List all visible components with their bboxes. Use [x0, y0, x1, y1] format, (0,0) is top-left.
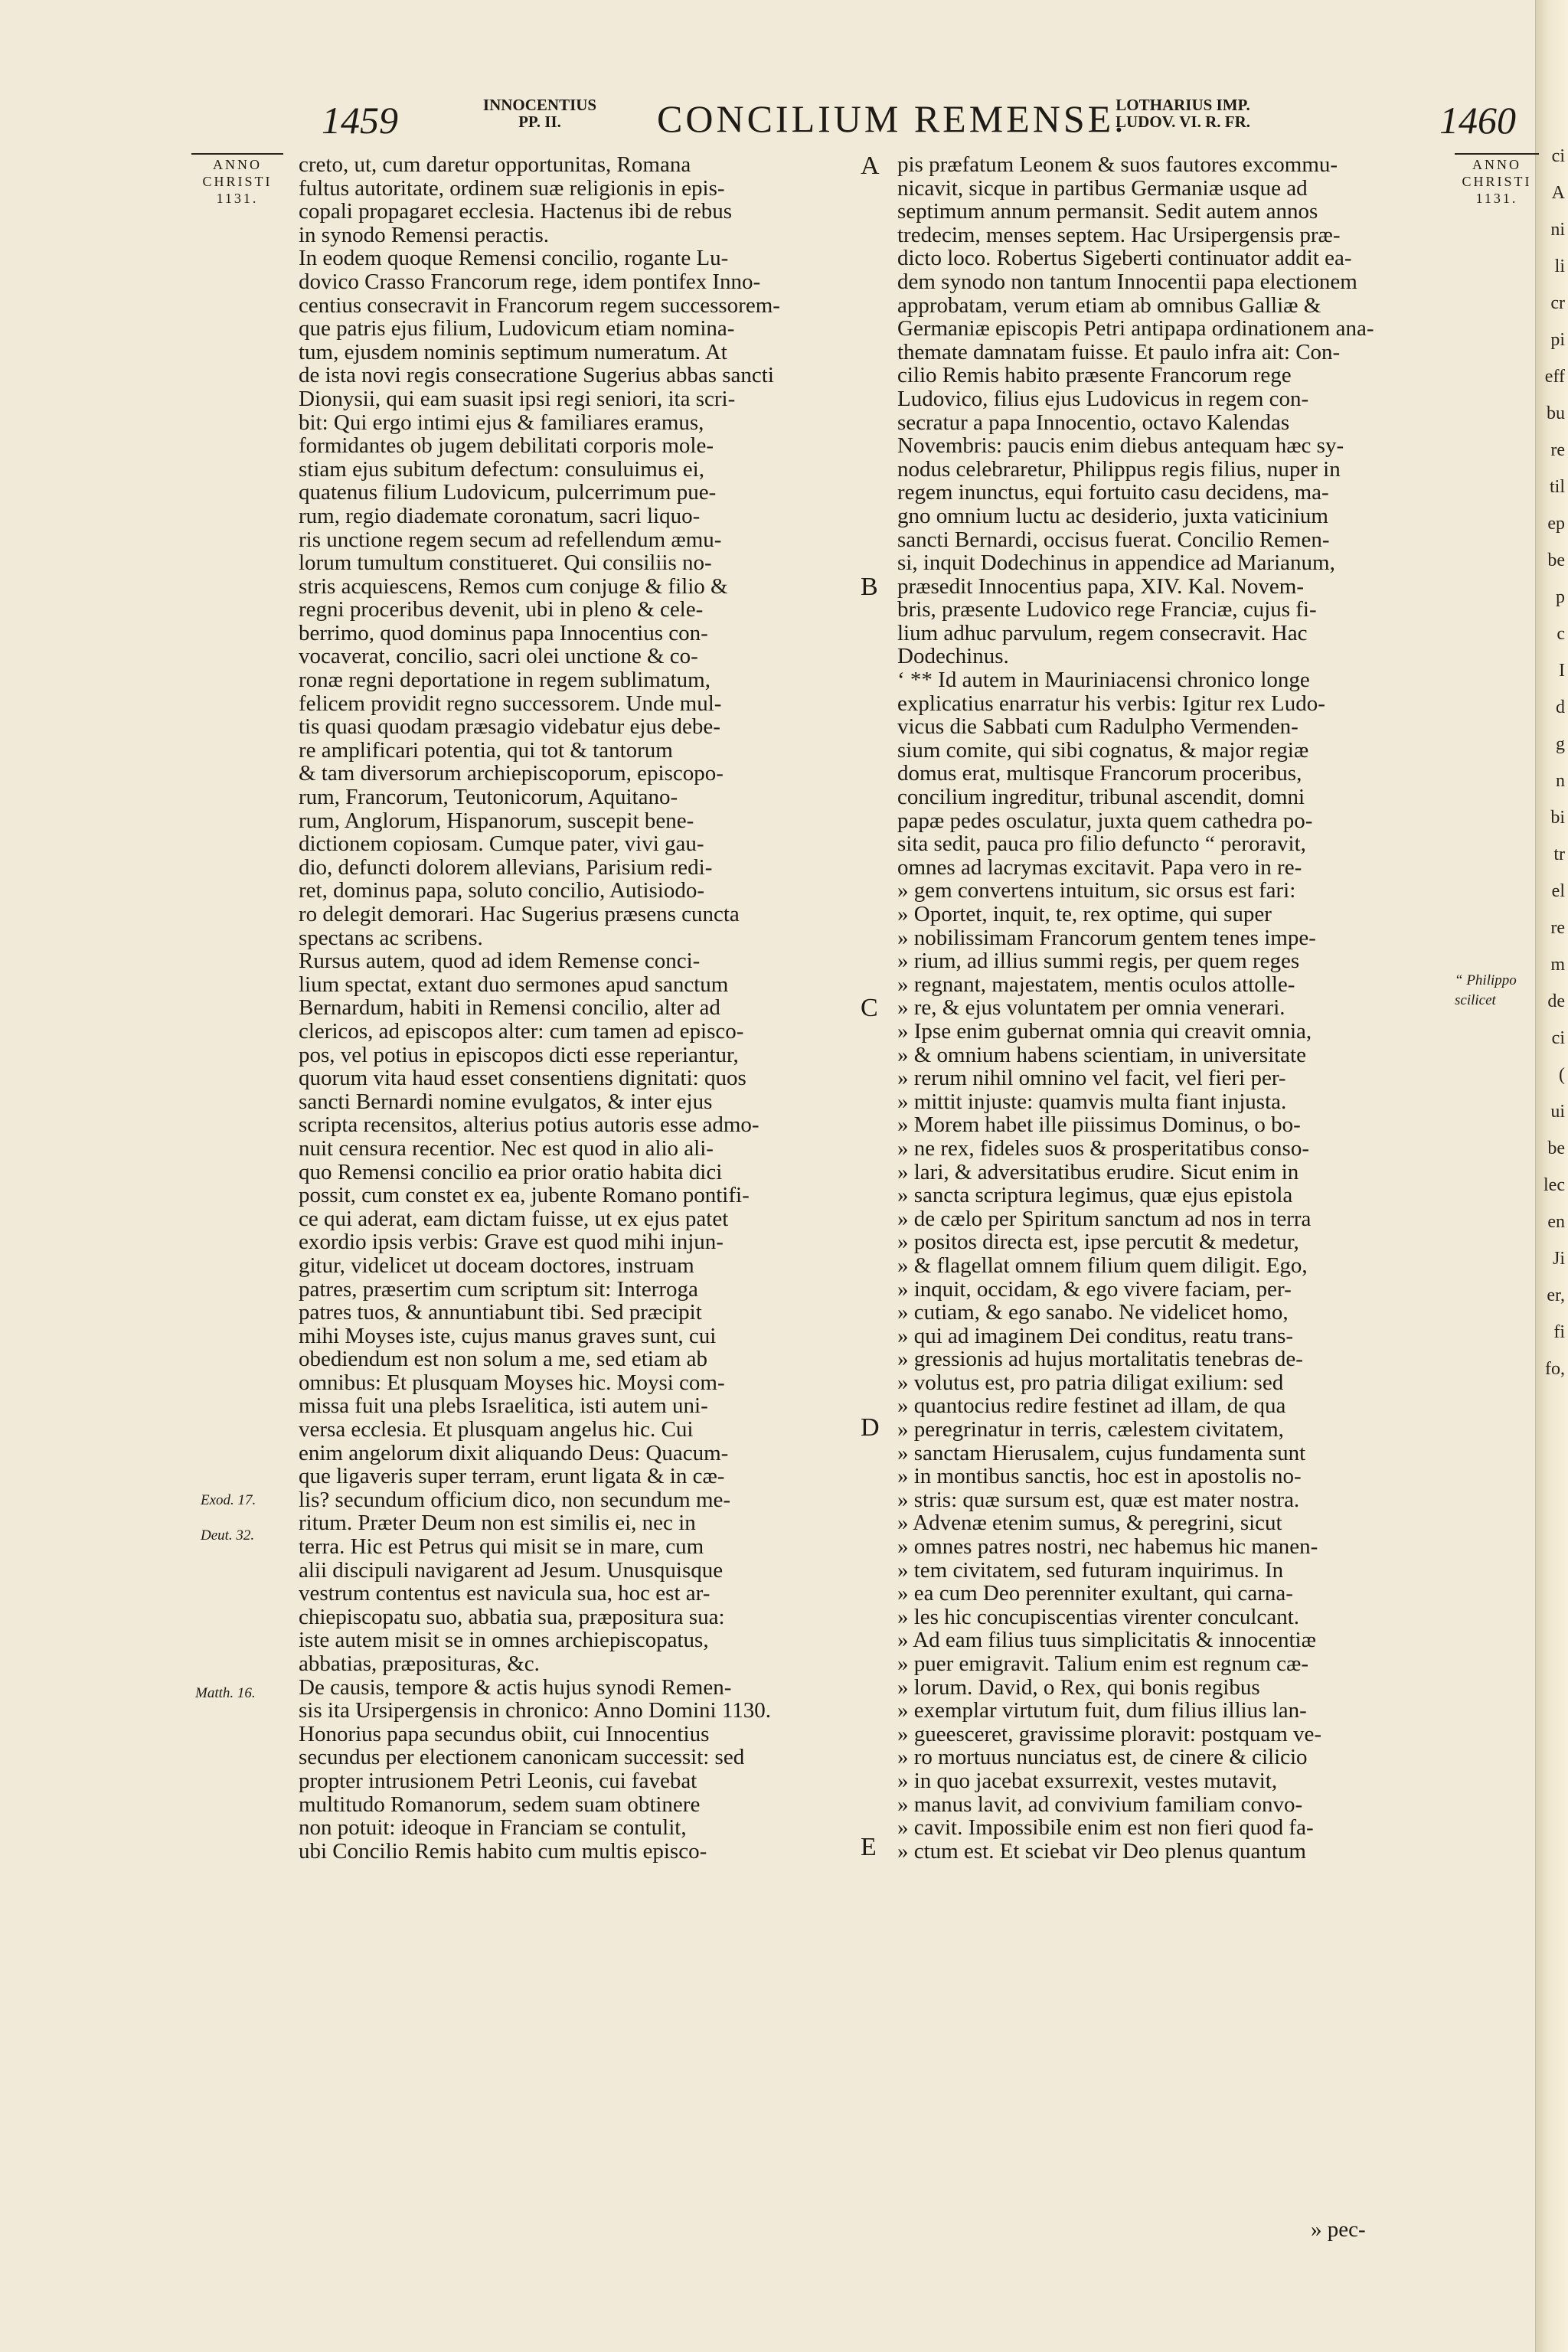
text-line: lium adhuc parvulum, regem consecravit. Hac — [897, 621, 1308, 645]
text-line: rum, Anglorum, Hispanorum, suscepit bene- — [299, 808, 694, 833]
text-line: que patris ejus filium, Ludovicum etiam nomina- — [299, 317, 735, 341]
text-line: centius consecravit in Francorum regem successorem- — [299, 293, 780, 318]
text-line: exordio ipsis verbis: Grave est quod mihi injun- — [299, 1230, 724, 1254]
catchword: » pec- — [1311, 2217, 1366, 2242]
text-line: lis? secundum officium dico, non secundum me- — [299, 1488, 731, 1512]
edge-fragment: fo, — [1545, 1359, 1565, 1379]
text-line: que ligaveris super terram, erunt ligata & in cæ- — [299, 1465, 725, 1488]
page-header — [0, 90, 1568, 152]
christi-label: CHRISTI — [202, 174, 273, 189]
edge-fragment: ci — [1551, 146, 1565, 166]
next-page-edge-text — [1537, 138, 1568, 2282]
edge-fragment: pi — [1550, 330, 1565, 350]
edge-fragment: er, — [1547, 1285, 1565, 1305]
text-line: » exemplar virtutum fuit, dum filius illius lan- — [897, 1699, 1307, 1723]
running-head-right — [1102, 96, 1263, 130]
edge-fragment: ci — [1551, 1028, 1565, 1048]
text-line: secratur a papa Innocentio, octavo Kalendas — [897, 410, 1290, 435]
text-line: ‘ ** Id autem in Mauriniacensi chronico longe — [897, 668, 1310, 692]
edge-fragment: bu — [1547, 403, 1565, 423]
page-number-right: 1460 — [1439, 99, 1516, 142]
text-line: regni proceribus devenit, ubi in pleno & cele- — [299, 598, 704, 622]
right-column — [897, 153, 1453, 1863]
text-line: » cavit. Impossibile enim est non fieri quod fa- — [897, 1816, 1314, 1840]
text-line: nicavit, sicque in partibus Germaniæ usque ad — [897, 176, 1308, 201]
text-line: in synodo Remensi peractis. — [299, 223, 550, 247]
margin-ref-matthew: Matth. 16. — [195, 1685, 256, 1701]
text-line: tredecim, menses septem. Hac Ursipergensis præ- — [897, 223, 1341, 247]
edge-fragment: li — [1554, 256, 1565, 276]
text-line: Rursus autem, quod ad idem Remense conci- — [299, 949, 701, 973]
text-line: ris unctione regem secum ad refellendum æmu- — [299, 528, 722, 552]
text-line: » Oportet, inquit, te, rex optime, qui super — [897, 903, 1272, 926]
text-line: ubi Concilio Remis habito cum multis episco- — [299, 1839, 707, 1864]
text-line: lium spectat, extant duo sermones apud sanctum — [299, 972, 729, 997]
text-line: vestrum contentus est navicula sua, hoc est ar- — [299, 1582, 710, 1606]
edge-fragment: I — [1559, 661, 1565, 681]
running-head-left-top: INNOCENTIUS — [482, 96, 597, 114]
text-line: & tam diversorum archiepiscoporum, episcopo- — [299, 762, 724, 786]
text-line: » volutus est, pro patria diligat exilium: sed — [897, 1370, 1284, 1395]
text-line: felicem providit regno successorem. Unde mul- — [299, 691, 722, 716]
edge-fragment: n — [1556, 771, 1565, 791]
margin-note-philippo — [1455, 971, 1517, 1011]
text-line: » rerum nihil omnino vel facit, vel fieri per- — [897, 1067, 1286, 1090]
text-line: papæ pedes osculatur, juxta quem cathedra po- — [897, 808, 1313, 833]
text-line: » qui ad imaginem Dei conditus, reatu trans- — [897, 1324, 1294, 1348]
text-line: formidantes ob jugem debilitati corporis mole- — [299, 434, 714, 458]
text-line: scripta recensitos, alterius potius autoris esse admo- — [299, 1113, 760, 1137]
text-line: bit: Qui ergo intimi ejus & familiares eramus, — [299, 410, 704, 435]
edge-fragment: lec — [1544, 1175, 1565, 1195]
text-line: ce qui aderat, eam dictam fuisse, ut ex ejus patet — [299, 1207, 729, 1231]
edge-fragment: c — [1557, 624, 1565, 644]
text-line: » de cælo per Spiritum sanctum ad nos in terra — [897, 1207, 1312, 1231]
text-line: » re, & ejus voluntatem per omnia venerari. — [897, 996, 1285, 1020]
text-line: obediendum est non solum a me, sed etiam ab — [299, 1348, 707, 1371]
edge-fragment: be — [1547, 550, 1565, 570]
text-line: vicus die Sabbati cum Radulpho Vermenden- — [897, 715, 1298, 739]
text-line: quorum vita haud esset consentiens dignitati: quos — [299, 1067, 746, 1090]
text-line: sancti Bernardi nomine evulgatos, & inter ejus — [299, 1089, 713, 1114]
anno-label: ANNO — [213, 157, 262, 172]
text-line: » & omnium habens scientiam, in universitate — [897, 1043, 1306, 1067]
anno-rule — [191, 153, 283, 155]
text-line: iste autem misit se in omnes archiepiscopatus, — [299, 1628, 709, 1652]
text-line: » ctum est. Et sciebat vir Deo plenus quantum — [897, 1839, 1306, 1864]
text-line: De causis, tempore & actis hujus synodi Remen- — [299, 1675, 732, 1700]
edge-fragment: be — [1547, 1138, 1565, 1158]
left-column — [299, 153, 850, 1863]
text-line: Ludovico, filius ejus Ludovicus in regem con- — [897, 387, 1309, 411]
text-line: » tem civitatem, sed futuram inquirimus. In — [897, 1558, 1284, 1583]
running-head-left-bottom: PP. II. — [518, 113, 561, 131]
text-line: Dodechinus. — [897, 645, 1009, 669]
text-line: dio, defuncti dolorem allevians, Parisium redi- — [299, 855, 713, 880]
text-line: » manus lavit, ad convivium familiam convo- — [897, 1792, 1303, 1817]
text-line: » ea cum Deo perenniter exultant, qui carna- — [897, 1582, 1293, 1606]
text-line: » Ad eam filius tuus simplicitatis & innocentiæ — [897, 1628, 1316, 1652]
text-line: Dionysii, qui eam suasit ipsi regi seniori, ita scri- — [299, 387, 736, 411]
text-line: enim angelorum dixit aliquando Deus: Quacum- — [299, 1441, 729, 1465]
page-number-left: 1459 — [322, 99, 398, 142]
text-line: » sanctam Hierusalem, cujus fundamenta sunt — [897, 1441, 1306, 1465]
text-line: dem synodo non tantum Innocentii papa electionem — [897, 270, 1357, 294]
text-line: » omnes patres nostri, nec habemus hic manen- — [897, 1535, 1318, 1559]
text-line: » sancta scriptura legimus, quæ ejus epistola — [897, 1184, 1293, 1207]
edge-fragment: re — [1550, 440, 1565, 460]
text-line: approbatam, verum etiam ab omnibus Galliæ & — [897, 293, 1321, 318]
text-line: » in montibus sanctis, hoc est in apostolis no- — [897, 1465, 1302, 1488]
text-line: » cutiam, & ego sanabo. Ne videlicet homo, — [897, 1301, 1289, 1325]
text-line: » Morem habet ille piissimus Dominus, o bo- — [897, 1113, 1301, 1137]
edge-fragment: el — [1551, 881, 1565, 901]
text-line: rum, Francorum, Teutonicorum, Aquitano- — [299, 786, 678, 809]
edge-fragment: cr — [1550, 293, 1565, 313]
text-line: pis præfatum Leonem & suos fautores excommu- — [897, 153, 1338, 177]
text-line: » nobilissimam Francorum gentem tenes impe- — [897, 926, 1316, 950]
text-line: » ne rex, fideles suos & prosperitatibus conso- — [897, 1136, 1310, 1161]
text-line: » Ipse enim gubernat omnia qui creavit omnia, — [897, 1019, 1312, 1044]
text-line: possit, cum constet ex ea, jubente Romano pontifi- — [299, 1184, 750, 1207]
text-line: » positos directa est, ipse percutit & medetur, — [897, 1230, 1299, 1254]
text-line: sancti Bernardi, occisus fuerat. Concilio Remen- — [897, 528, 1330, 552]
running-head-left — [479, 96, 601, 130]
text-line: terra. Hic est Petrus qui misit se in mare, cum — [299, 1535, 704, 1559]
text-line: septimum annum permansit. Sedit autem annos — [897, 200, 1318, 224]
edge-fragment: A — [1551, 183, 1565, 203]
text-line: fultus autoritate, ordinem suæ religionis in epis- — [299, 176, 725, 201]
text-line: gitur, videlicet ut doceam doctores, instruam — [299, 1253, 694, 1278]
anno-label: ANNO — [1472, 157, 1521, 172]
edge-fragment: d — [1556, 697, 1565, 717]
text-line: » lari, & adversitatibus erudire. Sicut enim in — [897, 1160, 1299, 1184]
anno-christi-right — [1455, 153, 1539, 207]
text-line: » inquit, occidam, & ego vivere faciam, per- — [897, 1277, 1292, 1302]
text-line: In eodem quoque Remensi concilio, rogante Lu- — [299, 247, 729, 270]
text-line: re amplificari potentia, qui tot & tantorum — [299, 738, 673, 763]
text-line: sium comite, qui sibi cognatus, & major regiæ — [897, 738, 1309, 763]
text-line: pos, vel potius in episcopos dicti esse reperiantur, — [299, 1043, 739, 1067]
margin-ref-exodus: Exod. 17. — [201, 1492, 256, 1508]
text-line: dovico Crasso Francorum rege, idem pontifex Inno- — [299, 270, 761, 294]
text-line: bris, præsente Ludovico rege Franciæ, cujus fi- — [897, 598, 1317, 622]
edge-fragment: g — [1556, 734, 1565, 754]
text-line: » gressionis ad hujus mortalitatis tenebras de- — [897, 1348, 1303, 1371]
text-line: themate damnatam fuisse. Et paulo infra ait: Con- — [897, 340, 1341, 364]
text-line: dictionem copiosam. Cumque pater, vivi gau- — [299, 832, 704, 856]
text-line: lorum tumultum constitueret. Qui consiliis no- — [299, 551, 712, 575]
text-line: mihi Moyses iste, cujus manus graves sunt, cui — [299, 1324, 717, 1348]
anno-christi-left — [191, 153, 283, 207]
text-line: quo Remensi concilio ea prior oratio habita dici — [299, 1160, 723, 1184]
edge-fragment: eff — [1544, 367, 1565, 387]
edge-fragment: ep — [1547, 514, 1565, 534]
text-line: nodus celebraretur, Philippus regis filius, nuper in — [897, 457, 1341, 482]
text-line: nuit censura recentior. Nec est quod in alio ali- — [299, 1136, 714, 1161]
text-line: » Advenæ etenim sumus, & peregrini, sicut — [897, 1511, 1282, 1536]
text-line: » mittit injuste: quamvis multa fiant injusta. — [897, 1089, 1287, 1114]
text-line: » ro mortuus nunciatus est, de cinere & cilicio — [897, 1746, 1308, 1769]
text-line: » les hic concupiscentias virenter conculcant. — [897, 1605, 1300, 1629]
section-letter-e: E — [861, 1833, 877, 1861]
text-line: propter intrusionem Petri Leonis, cui favebat — [299, 1769, 697, 1793]
edge-fragment: en — [1547, 1212, 1565, 1232]
running-head-right-bottom: LUDOV. VI. R. FR. — [1116, 113, 1250, 131]
text-line: Bernardum, habiti in Remensi concilio, alter ad — [299, 996, 720, 1020]
text-line: alii discipuli navigarent ad Jesum. Unusquisque — [299, 1558, 724, 1583]
text-line: præsedit Innocentius papa, XIV. Kal. Novem- — [897, 574, 1305, 599]
text-line: » regnant, majestatem, mentis oculos attolle- — [897, 972, 1295, 997]
text-line: de ista novi regis consecratione Sugerius abbas sancti — [299, 364, 774, 387]
text-line: copali propagaret ecclesia. Hactenus ibi de rebus — [299, 200, 733, 224]
text-line: explicatius enarratur his verbis: Igitur rex Ludo- — [897, 691, 1325, 716]
text-line: » gem convertens intuitum, sic orsus est fari: — [897, 879, 1296, 903]
text-line: ro delegit demorari. Hac Sugerius præsens cuncta — [299, 903, 740, 926]
text-line: omnibus: Et plusquam Moyses hic. Moysi com- — [299, 1370, 725, 1395]
text-line: quatenus filium Ludovicum, pulcerrimum pue- — [299, 481, 717, 505]
text-line: si, inquit Dodechinus in appendice ad Marianum, — [897, 551, 1335, 575]
text-line: patres, præsertim cum scriptum sit: Interroga — [299, 1277, 698, 1302]
text-line: tis quasi quodam præsagio videbatur ejus debe- — [299, 715, 720, 739]
edge-fragment: m — [1550, 955, 1565, 975]
edge-fragment: fi — [1553, 1322, 1565, 1342]
text-line: ret, dominus papa, soluto concilio, Autisiodo- — [299, 879, 705, 903]
text-line: spectans ac scribens. — [299, 926, 483, 950]
text-line: Germaniæ episcopis Petri antipapa ordinationem ana- — [897, 317, 1374, 341]
section-letter-d: D — [861, 1413, 880, 1442]
edge-fragment: de — [1547, 991, 1565, 1011]
margin-note-line: “ Philippo — [1455, 972, 1517, 988]
text-line: » peregrinatur in terris, cælestem civitatem, — [897, 1418, 1284, 1442]
text-line: domus erat, multisque Francorum proceribus, — [897, 762, 1302, 786]
text-line: versa ecclesia. Et plusquam angelus hic. Cui — [299, 1418, 694, 1442]
text-line: creto, ut, cum daretur opportunitas, Romana — [299, 153, 691, 177]
anno-rule — [1455, 153, 1539, 155]
margin-ref-deuteronomy: Deut. 32. — [201, 1527, 255, 1544]
text-line: regem inunctus, equi fortuito casu decidens, ma- — [897, 481, 1329, 505]
text-line: chiepiscopatu suo, abbatia sua, præpositura sua: — [299, 1605, 725, 1629]
text-line: » in quo jacebat exsurrexit, vestes mutavit, — [897, 1769, 1278, 1793]
text-line: patres tuos, & annuntiabunt tibi. Sed præcipit — [299, 1301, 702, 1325]
text-line: dicto loco. Robertus Sigeberti continuator addit ea- — [897, 247, 1352, 270]
text-line: » gueesceret, gravissime ploravit: postquam ve- — [897, 1722, 1322, 1746]
edge-fragment: Ji — [1552, 1249, 1565, 1269]
text-line: Novembris: paucis enim diebus antequam hæc sy- — [897, 434, 1344, 458]
section-letter-c: C — [861, 994, 878, 1022]
text-line: missa fuit una plebs Israelitica, isti autem uni- — [299, 1394, 708, 1419]
text-line: clericos, ad episcopos alter: cum tamen ad episco- — [299, 1019, 744, 1044]
text-line: omnes ad lacrymas excitavit. Papa vero in re- — [897, 855, 1302, 880]
text-line: » stris: quæ sursum est, quæ est mater nostra. — [897, 1488, 1300, 1512]
edge-fragment: ui — [1550, 1102, 1565, 1122]
text-line: secundus per electionem canonicam successit: sed — [299, 1746, 745, 1769]
text-line: stiam ejus subitum defectum: consuluimus ei, — [299, 457, 704, 482]
text-line: concilium ingreditur, tribunal ascendit, domni — [897, 786, 1305, 809]
edge-fragment: til — [1549, 477, 1565, 497]
text-line: ronæ regni deportatione in regem sublimatum, — [299, 668, 710, 692]
text-line: gno omnium luctu ac desiderio, juxta vaticinium — [897, 504, 1328, 528]
section-letter-a: A — [861, 152, 880, 180]
year-label: 1131. — [1475, 191, 1518, 206]
text-line: » puer emigravit. Talium enim est regnum cæ- — [897, 1652, 1309, 1676]
text-line: cilio Remis habito præsente Francorum rege — [897, 364, 1292, 387]
running-head-right-top: LOTHARIUS IMP. — [1116, 96, 1250, 114]
edge-fragment: ( — [1559, 1065, 1565, 1085]
text-line: Honorius papa secundus obiit, cui Innocentius — [299, 1722, 710, 1746]
text-line: multitudo Romanorum, sedem suam obtinere — [299, 1792, 701, 1817]
page-title: CONCILIUM REMENSE. — [657, 97, 1127, 140]
text-line: ritum. Præter Deum non est similis ei, nec in — [299, 1511, 696, 1536]
text-line: vocaverat, concilio, sacri olei unctione & co- — [299, 645, 698, 669]
text-line: » lorum. David, o Rex, qui bonis regibus — [897, 1675, 1260, 1700]
text-line: rum, regio diademate coronatum, sacri liquo- — [299, 504, 701, 528]
edge-fragment: ni — [1550, 220, 1565, 240]
edge-fragment: bi — [1550, 808, 1565, 828]
text-line: » quantocius redire festinet ad illam, de qua — [897, 1394, 1286, 1419]
year-label: 1131. — [216, 191, 259, 206]
text-line: » rium, ad illius summi regis, per quem reges — [897, 949, 1300, 973]
text-line: » & flagellat omnem filium quem diligit. Ego, — [897, 1253, 1308, 1278]
margin-note-line: scilicet — [1455, 992, 1496, 1008]
text-line: berrimo, quod dominus papa Innocentius con- — [299, 621, 708, 645]
christi-label: CHRISTI — [1462, 174, 1532, 189]
text-line: abbatias, præposituras, &c. — [299, 1652, 540, 1676]
section-letter-b: B — [861, 573, 878, 601]
text-line: sita sedit, pauca pro filio defuncto “ peroravit, — [897, 832, 1306, 856]
text-line: tum, ejusdem nominis septimum numeratum. At — [299, 340, 727, 364]
edge-fragment: tr — [1553, 844, 1565, 864]
edge-fragment: p — [1556, 587, 1565, 607]
text-line: non potuit: ideoque in Franciam se contulit, — [299, 1816, 687, 1840]
text-line: stris acquiescens, Remos cum conjuge & filio & — [299, 574, 728, 599]
edge-fragment: re — [1550, 918, 1565, 938]
text-line: sis ita Ursipergensis in chronico: Anno Domini 1130. — [299, 1699, 772, 1723]
